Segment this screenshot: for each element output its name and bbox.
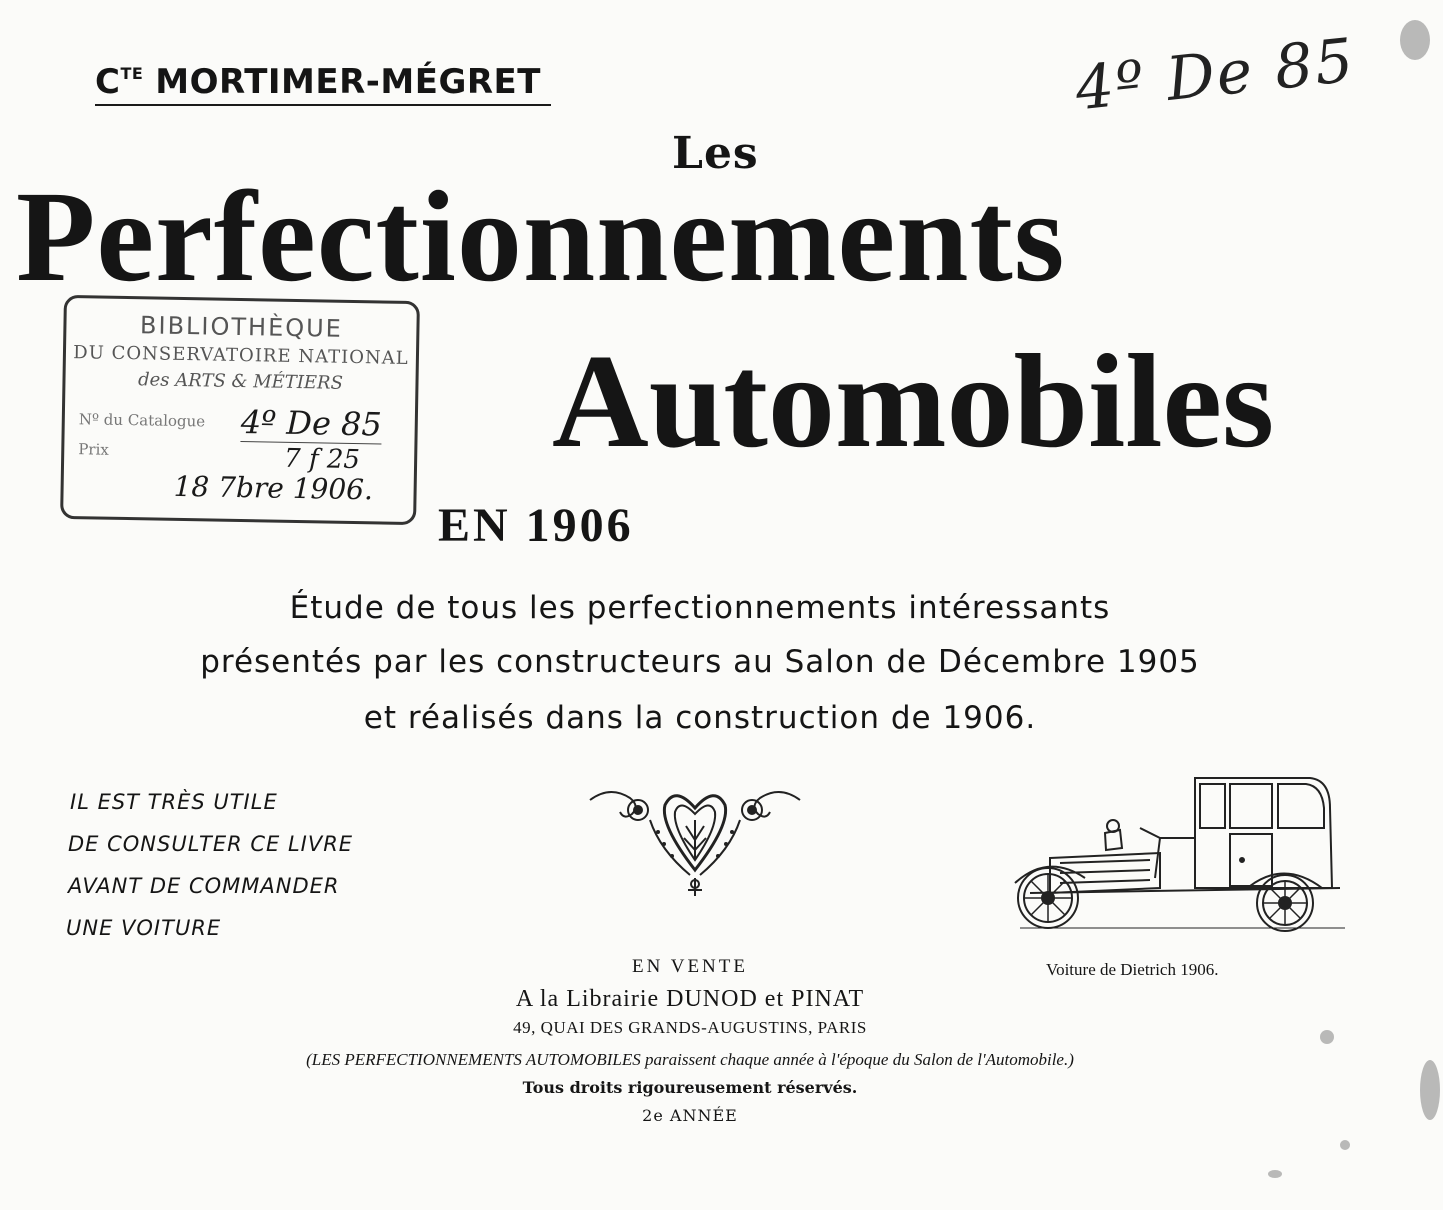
advice-line-1: IL EST TRÈS UTILE bbox=[70, 790, 278, 814]
rights-notice: Tous droits rigoureusement réservés. bbox=[522, 1078, 858, 1097]
title-year: EN 1906 bbox=[438, 499, 634, 552]
scan-noise bbox=[1320, 1030, 1334, 1044]
handwritten-shelfmark: 4º De 85 bbox=[1072, 25, 1359, 125]
scan-noise bbox=[1340, 1140, 1350, 1150]
author-title-prefix: $C^{TE}$ bbox=[95, 62, 144, 102]
subtitle-line-1: Étude de tous les perfectionnements intéressants bbox=[289, 590, 1111, 626]
stamp-label-price: Prix bbox=[78, 440, 109, 459]
subtitle-line-2: présentés par les constructeurs au Salon de Décembre 1905 bbox=[200, 644, 1200, 680]
stamp-label-catalogue: Nº du Catalogue bbox=[78, 410, 206, 431]
scan-noise bbox=[1400, 20, 1430, 60]
stamp-handwritten-catalogue: 4º De 85 bbox=[240, 403, 383, 444]
stamp-line-1: BIBLIOTHÈQUE bbox=[139, 311, 344, 343]
advice-line-4: UNE VOITURE bbox=[66, 916, 222, 940]
stamp-handwritten-date: 18 7bre 1906. bbox=[173, 469, 374, 507]
library-stamp bbox=[60, 295, 420, 525]
stamp-handwritten-price: 7 f 25 bbox=[283, 443, 361, 476]
advice-line-2: DE CONSULTER CE LIVRE bbox=[68, 832, 354, 856]
car-caption: Voiture de Dietrich 1906. bbox=[1046, 960, 1219, 979]
title-line-1: Perfectionnements bbox=[16, 165, 1066, 309]
author-name bbox=[95, 62, 551, 106]
car-illustration bbox=[1010, 768, 1350, 948]
scan-noise bbox=[1420, 1060, 1440, 1120]
stamp-line-2: DU CONSERVATOIRE NATIONAL bbox=[73, 342, 409, 369]
publisher-address: 49, QUAI DES GRANDS-AUGUSTINS, PARIS bbox=[513, 1018, 867, 1037]
title-article: Les bbox=[672, 128, 759, 179]
heart-ornament-icon bbox=[580, 780, 810, 900]
edition-label: 2e ANNÉE bbox=[642, 1106, 738, 1125]
publisher-line: A la Librairie DUNOD et PINAT bbox=[515, 986, 865, 1012]
author-surname: MORTIMER-MÉGRET bbox=[155, 62, 541, 102]
title-line-2: Automobiles bbox=[552, 327, 1275, 475]
scan-noise bbox=[1268, 1170, 1282, 1178]
advice-line-3: AVANT DE COMMANDER bbox=[68, 874, 340, 898]
stamp-line-3: des ARTS & MÉTIERS bbox=[137, 369, 344, 394]
publication-note: (LES PERFECTIONNEMENTS AUTOMOBILES paraissent chaque année à l'époque du Salon de l'Automobile.) bbox=[306, 1050, 1074, 1069]
on-sale-label: EN VENTE bbox=[632, 956, 748, 977]
subtitle-line-3: et réalisés dans la construction de 1906. bbox=[363, 700, 1037, 736]
